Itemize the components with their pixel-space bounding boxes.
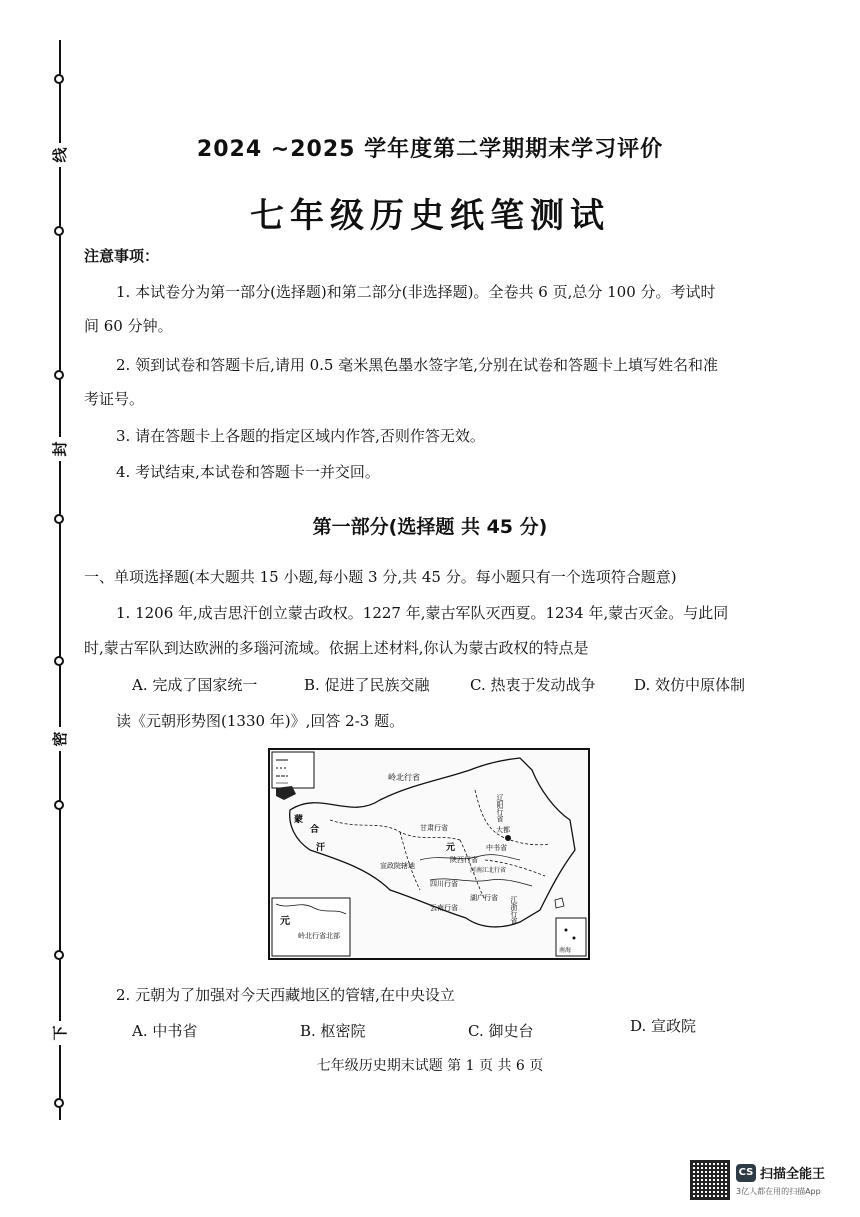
- label-gansu: 甘肃行省: [420, 824, 448, 832]
- label-xuanzheng: 宣政院辖地: [380, 862, 415, 870]
- question-2-option-c: C. 御史台: [468, 1022, 534, 1040]
- yuan-dynasty-map: [268, 748, 590, 960]
- map-legend: [272, 752, 314, 788]
- label-meng: 蒙: [294, 815, 304, 825]
- question-2-option-a: A. 中书省: [132, 1022, 198, 1040]
- label-yuan: 元: [446, 843, 456, 853]
- part1-instruction: 一、单项选择题(本大题共 15 小题,每小题 3 分,共 45 分。每小题只有一个选项符合题意): [84, 568, 677, 586]
- question-1-stem-line-1: 1. 1206 年,成吉思汗创立蒙古政权。1227 年,蒙古军队灭西夏。1234 年,蒙古灭金。与此同: [116, 604, 729, 622]
- binding-hole: [54, 800, 64, 810]
- question-1-option-d: D. 效仿中原体制: [634, 676, 746, 694]
- scanner-watermark: [690, 1160, 850, 1204]
- capital-marker: [505, 835, 511, 841]
- section-title: 第一部分(选择题 共 45 分): [312, 516, 548, 538]
- label-capital: 大都: [496, 826, 510, 834]
- label-huguang: 湖广行省: [470, 894, 498, 902]
- note-item-1-line-2: 间 60 分钟。: [84, 317, 173, 335]
- label-liaoyang: 辽阳行省: [496, 794, 504, 822]
- reading-instruction: 读《元朝形势图(1330 年)》,回答 2-3 题。: [116, 712, 405, 730]
- label-yunnan: 云南行省: [430, 904, 458, 912]
- question-2-option-b: B. 枢密院: [300, 1022, 366, 1040]
- south-sea-island: [565, 929, 568, 932]
- note-item-2-line-2: 考证号。: [84, 390, 145, 408]
- note-item-2-line-1: 2. 领到试卷和答题卡后,请用 0.5 毫米黑色墨水签字笔,分别在试卷和答题卡上填写姓名和准: [116, 356, 719, 374]
- note-item-3: 3. 请在答题卡上各题的指定区域内作答,否则作答无效。: [116, 427, 485, 445]
- note-item-1-line-1: 1. 本试卷分为第一部分(选择题)和第二部分(非选择题)。全卷共 6 页,总分 100 分。考试时: [116, 283, 716, 301]
- map-drawing: [270, 750, 588, 958]
- question-1-option-b: B. 促进了民族交融: [304, 676, 430, 694]
- province-border: [475, 790, 550, 845]
- watermark-app-name: 扫描全能王: [760, 1167, 826, 1182]
- label-south-sea: 南海: [559, 947, 572, 954]
- label-khanate: 汗: [316, 843, 326, 853]
- qr-code-icon: [690, 1160, 730, 1200]
- page-footer: 七年级历史期末试题 第 1 页 共 6 页: [316, 1058, 544, 1074]
- label-ge: 合: [310, 825, 320, 835]
- question-2-stem: 2. 元朝为了加强对今天西藏地区的管辖,在中央设立: [116, 986, 455, 1004]
- label-sichuan: 四川行省: [430, 880, 458, 888]
- question-1-option-a: A. 完成了国家统一: [132, 676, 258, 694]
- label-jiangzhe: 江浙行省: [510, 896, 518, 924]
- exam-subtitle: 2024 ~2025 学年度第二学期期末学习评价: [196, 137, 664, 162]
- binding-hole: [54, 950, 64, 960]
- dark-sea-patch: [276, 786, 296, 800]
- question-1-option-c: C. 热衷于发动战争: [470, 676, 596, 694]
- binding-hole: [54, 1098, 64, 1108]
- binding-hole: [54, 656, 64, 666]
- binding-word-xian: 线: [49, 143, 71, 167]
- binding-word-mi: 密: [49, 727, 71, 751]
- label-lingbei: 岭北行省: [388, 773, 420, 782]
- binding-word-feng: 封: [49, 437, 71, 461]
- province-border: [400, 832, 420, 890]
- island: [555, 898, 564, 908]
- binding-hole: [54, 74, 64, 84]
- binding-hole: [54, 370, 64, 380]
- south-sea-island: [573, 937, 576, 940]
- exam-title: 七年级历史纸笔测试: [250, 196, 610, 236]
- label-henan: 河南江北行省: [470, 867, 507, 874]
- label-central: 中书省: [486, 844, 507, 852]
- question-1-stem-line-2: 时,蒙古军队到达欧洲的多瑙河流域。依据上述材料,你认为蒙古政权的特点是: [84, 639, 589, 657]
- label-shaanxi: 陕西行省: [450, 856, 478, 864]
- watermark-tagline: 3亿人都在用的扫描App: [736, 1187, 821, 1196]
- notes-heading: 注意事项：: [84, 247, 160, 265]
- camscanner-logo-icon: CS: [736, 1164, 756, 1182]
- label-inset-north: 岭北行省北部: [298, 932, 340, 940]
- label-yuan-inset: 元: [280, 916, 290, 927]
- binding-word-xia: 下: [49, 1021, 71, 1045]
- question-2-option-d: D. 宣政院: [630, 1017, 697, 1035]
- note-item-4: 4. 考试结束,本试卷和答题卡一并交回。: [116, 463, 380, 481]
